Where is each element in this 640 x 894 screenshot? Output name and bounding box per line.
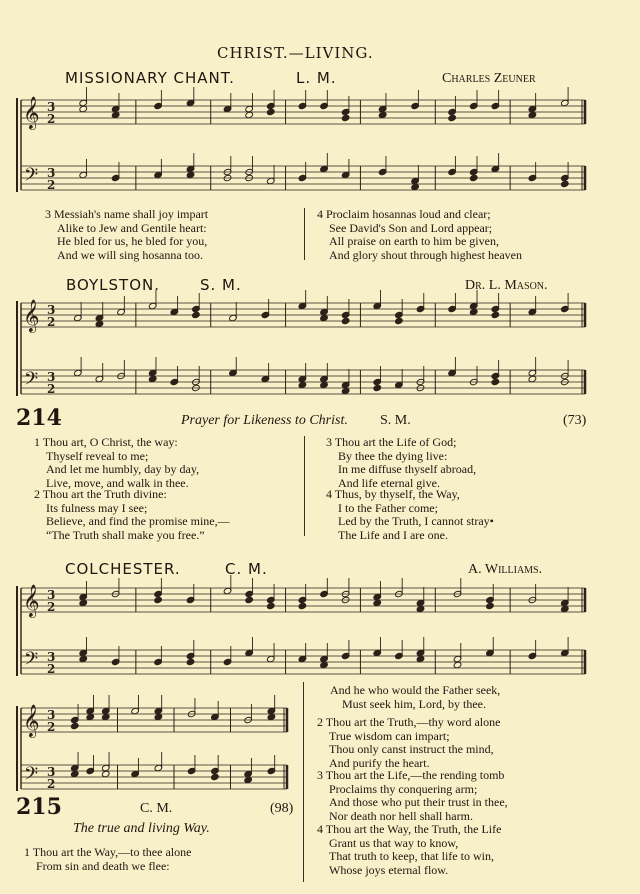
verse-line: And we will sing hosanna too.	[57, 247, 203, 262]
svg-text:2: 2	[47, 382, 56, 396]
verse-line: 1 Thou art the Way,—to thee alone	[24, 845, 192, 859]
svg-text:𝄞: 𝄞	[23, 299, 40, 332]
verse-line: And let me humbly, day by day,	[46, 462, 200, 476]
svg-text:𝄞: 𝄞	[23, 584, 40, 617]
svg-text:𝄢: 𝄢	[24, 165, 39, 190]
verse-line: The Life and I are one.	[338, 527, 448, 542]
verse-line: 4 Proclaim hosannas loud and clear;	[317, 207, 491, 221]
verse-line: And glory shout through highest heaven	[329, 247, 522, 262]
svg-text:3: 3	[47, 100, 56, 114]
verse-line: 3 Thou art the Life,—the rending tomb	[317, 768, 505, 782]
verse-line: And he who would the Father seek,	[330, 683, 501, 697]
svg-text:2: 2	[47, 112, 56, 126]
page-reference-214: (73)	[563, 413, 587, 428]
tune-meter-missionary-chant: L. M.	[296, 69, 337, 87]
verse-line: 1 Thou art, O Christ, the way:	[34, 435, 178, 449]
verse-line: Alike to Jew and Gentile heart:	[57, 220, 207, 235]
svg-text:𝄢: 𝄢	[24, 649, 39, 674]
svg-text:3: 3	[47, 303, 56, 317]
verse-block	[45, 208, 208, 262]
tune-meter-boylston: S. M.	[200, 276, 242, 294]
svg-text:𝄢: 𝄢	[24, 764, 39, 789]
hymn-title-214: Prayer for Likeness to Christ.	[181, 413, 348, 428]
hymn-number-214: 214	[16, 405, 62, 431]
svg-text:3: 3	[47, 708, 56, 722]
verse-line: From sin and death we flee:	[36, 858, 170, 873]
verse-line: I to the Father come;	[338, 500, 438, 515]
verse-line: 2 Thou art the Truth divine:	[34, 487, 167, 501]
svg-text:2: 2	[47, 777, 56, 791]
verse-line: 4 Thou art the Way, the Truth, the Life	[317, 822, 502, 836]
composer-colchester: A. Williams.	[468, 562, 543, 577]
verse-block	[317, 769, 508, 823]
column-divider	[304, 208, 305, 260]
verse-line: Its fulness may I see;	[46, 500, 148, 515]
verse-line: By thee the dying live:	[338, 448, 448, 463]
tune-meter-colchester: C. M.	[225, 560, 268, 578]
verse-line: And purify the heart.	[329, 755, 430, 770]
verse-block	[317, 208, 522, 262]
svg-text:𝄢: 𝄢	[24, 369, 39, 394]
svg-text:3: 3	[47, 166, 56, 180]
verse-line: That truth to keep, that life to win,	[329, 849, 494, 863]
tune-name-missionary-chant: MISSIONARY CHANT.	[65, 69, 235, 87]
composer-missionary-chant: Charles Zeuner	[442, 71, 536, 86]
svg-text:𝄞: 𝄞	[23, 96, 40, 129]
svg-text:2: 2	[47, 178, 56, 192]
composer-boylston: Dr. L. Mason.	[465, 278, 548, 293]
verse-block	[317, 823, 501, 877]
svg-text:3: 3	[47, 650, 56, 664]
verse-block	[326, 436, 476, 490]
svg-text:3: 3	[47, 370, 56, 384]
verse-line: Led by the Truth, I cannot stray•	[338, 514, 494, 528]
verse-line: Whose joys eternal flow.	[329, 862, 449, 877]
verse-line: He bled for us, he bled for you,	[57, 234, 208, 248]
svg-text:2: 2	[47, 315, 56, 329]
verse-line: And those who put their trust in thee,	[329, 795, 508, 809]
page-reference-215: (98)	[270, 801, 294, 816]
verse-line: Grant us that way to know,	[329, 835, 459, 850]
verse-block	[34, 436, 199, 490]
verse-line: And life eternal give.	[338, 475, 440, 490]
hymn-title-215: The true and living Way.	[73, 821, 210, 836]
hymn-meter-214: S. M.	[380, 413, 411, 428]
svg-text:𝄞: 𝄞	[23, 704, 40, 737]
verse-line: “The Truth shall make you free.”	[46, 527, 205, 542]
svg-text:2: 2	[47, 720, 56, 734]
hymn-number-215: 215	[16, 794, 62, 820]
verse-line: In me diffuse thyself abroad,	[338, 462, 477, 476]
tune-name-boylston: BOYLSTON.	[66, 276, 161, 294]
verse-line: See David's Son and Lord appear;	[329, 220, 493, 235]
svg-text:3: 3	[47, 588, 56, 602]
verse-line: Must seek him, Lord, by thee.	[342, 696, 486, 711]
tune-name-colchester: COLCHESTER.	[65, 560, 181, 578]
verse-line: Proclaims thy conquering arm;	[329, 781, 478, 796]
column-divider	[303, 682, 304, 882]
verse-line: Believe, and find the promise mine,—	[46, 514, 230, 528]
svg-text:3: 3	[47, 765, 56, 779]
verse-line: 3 Messiah's name shall joy impart	[45, 207, 209, 221]
page-header: CHRIST.—LIVING.	[217, 44, 374, 62]
verse-line: All praise on earth to him be given,	[329, 234, 499, 248]
verse-line: 3 Thou art the Life of God;	[326, 435, 457, 449]
svg-text:2: 2	[47, 662, 56, 676]
verse-line: True wisdom can impart;	[329, 728, 450, 743]
verse-block	[24, 846, 191, 873]
verse-block	[326, 488, 494, 542]
verse-line: Live, move, and walk in thee.	[46, 475, 189, 490]
verse-line: 4 Thus, by thyself, the Way,	[326, 487, 460, 501]
verse-line: Thou only canst instruct the mind,	[329, 742, 494, 756]
column-divider	[304, 436, 305, 536]
verse-line: Thyself reveal to me;	[46, 448, 149, 463]
verse-line: Nor death nor hell shall harm.	[329, 808, 473, 823]
verse-block	[34, 488, 230, 542]
verse-block	[317, 716, 500, 770]
hymn-meter-215: C. M.	[140, 801, 173, 816]
verse-line: 2 Thou art the Truth,—thy word alone	[317, 715, 501, 729]
svg-text:2: 2	[47, 600, 56, 614]
verse-block	[330, 684, 500, 711]
